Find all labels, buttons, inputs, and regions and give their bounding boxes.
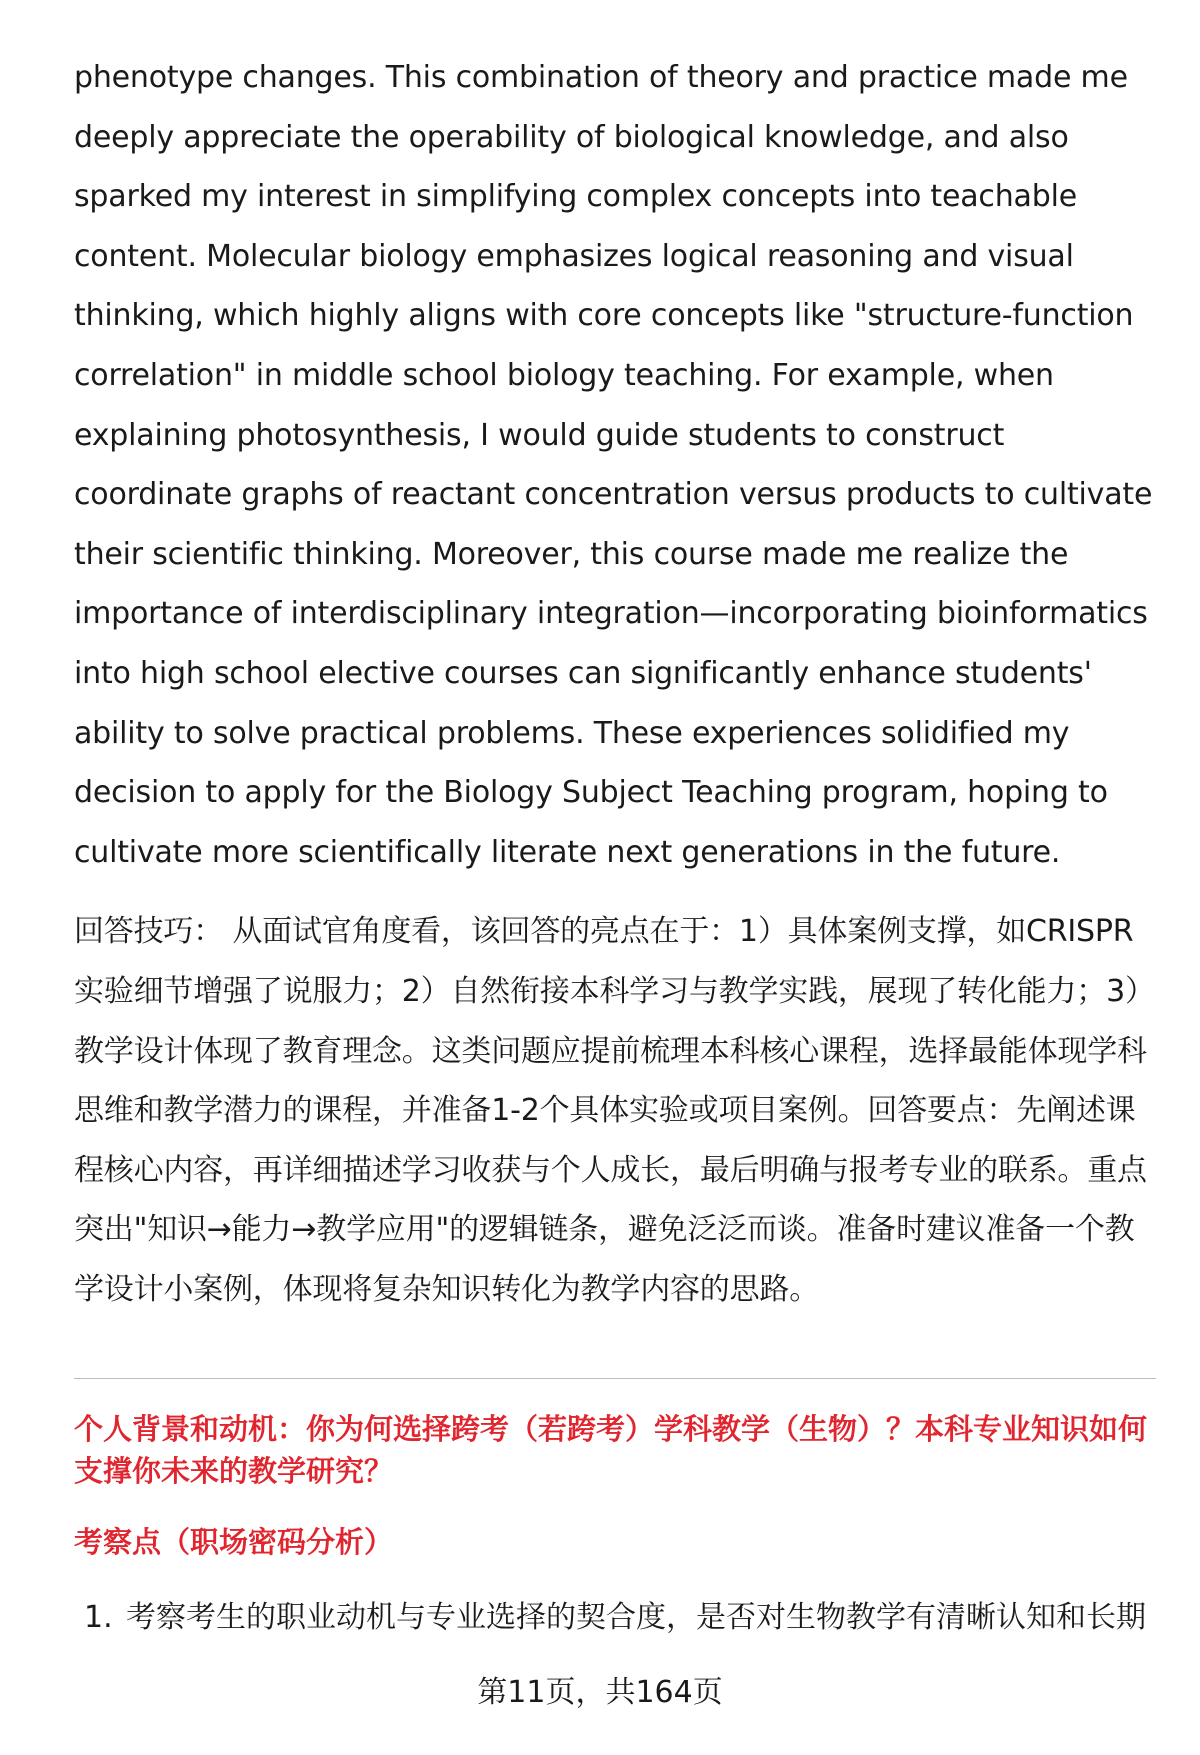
answer-paragraph: phenotype changes. This combination of theory and practice made me deeply appreciate the operability of biological knowledge, and also sparked my interest in simplifying complex concepts into teachable content. Molecular biology emphasizes logical reasoning and visual thinking, which highly aligns with core concepts like "structure-function correlation" in middle school biology teaching. For example, when explaining photosynthesis, I would guide students to construct coordinate graphs of reactant concentration versus products to cultivate their scientific thinking. Moreover, this course made me realize the importance of interdisciplinary integration—incorporating bioinformatics into high school elective courses can significantly enhance students' ability to solve practical problems. These experiences solidified my decision to apply for the Biology Subject Teaching program, hoping to cultivate more scientifically literate next generations in the future. xyxy=(74,60,1153,870)
section-divider xyxy=(74,1378,1156,1379)
page-number-footer: 第11页，共164页 xyxy=(477,1675,723,1710)
analysis-heading: 考察点（职场密码分析） xyxy=(74,1525,394,1559)
list-item xyxy=(84,1597,1156,1639)
answer-tips-paragraph: 回答技巧： 从面试官角度看，该回答的亮点在于：1）具体案例支撑，如CRISPR实验细节增强了说服力；2）自然衔接本科学习与教学实践，展现了转化能力；3）教学设计体现了教育理念。这类问题应提前梳理本科核心课程，选择最能体现学科思维和教学潜力的课程，并准备1-2个具体实验或项目案例。回答要点：先阐述课程核心内容，再详细描述学习收获与个人成长，最后明确与报考专业的联系。重点突出"知识→能力→教学应用"的逻辑链条，避免泛泛而谈。准备时建议准备一个教学设计小案例，体现将复杂知识转化为教学内容的思路。 xyxy=(74,914,1155,1307)
question-heading: 个人背景和动机：你为何选择跨考（若跨考）学科教学（生物）？本科专业知识如何支撑你未来的教学研究？ xyxy=(74,1412,1148,1488)
list-item-text: 考察考生的职业动机与专业选择的契合度，是否对生物教学有清晰认知和长期 xyxy=(126,1600,1146,1635)
list-item-number: 1. xyxy=(84,1600,113,1635)
document-body xyxy=(74,48,1156,1319)
